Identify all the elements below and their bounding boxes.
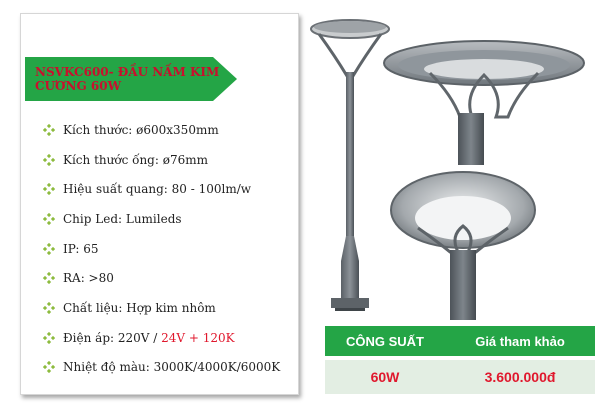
- diamond-bullet-icon: [43, 243, 55, 255]
- product-title: NSVKC600- ĐẦU NẤM KIM CƯƠNG 60W: [35, 65, 220, 93]
- spec-item-chip: [43, 204, 298, 234]
- lamp-head-below-image: [388, 170, 538, 322]
- spec-label: Kích thước ống: ø76mm: [63, 152, 208, 167]
- price-table-header: [325, 326, 595, 356]
- spec-label: [63, 331, 235, 345]
- spec-label: Kích thước: ø600x350mm: [63, 122, 219, 137]
- diamond-bullet-icon: [43, 124, 55, 136]
- spec-item-voltage: [43, 323, 298, 353]
- header-reference-price: Giá tham khảo: [475, 333, 565, 349]
- spec-label: Chip Led: Lumileds: [63, 211, 182, 226]
- diamond-bullet-icon: [43, 154, 55, 166]
- spec-item-ra: [43, 263, 298, 293]
- power-value: 60W: [370, 369, 400, 385]
- diamond-bullet-icon: [43, 183, 55, 195]
- spec-label: RA: >80: [63, 271, 114, 286]
- spec-item-tube-size: [43, 145, 298, 175]
- spec-item-ip: [43, 234, 298, 264]
- price-table: [325, 326, 595, 394]
- header-power: CÔNG SUẤT: [346, 333, 424, 349]
- diamond-bullet-icon: [43, 332, 55, 344]
- spec-label: Nhiệt độ màu: 3000K/4000K/6000K: [63, 360, 281, 375]
- spec-item-material: [43, 293, 298, 323]
- price-value: 3.600.000đ: [484, 369, 556, 385]
- price-table-row: [325, 360, 595, 394]
- diamond-bullet-icon: [43, 361, 55, 373]
- spec-item-efficiency: [43, 174, 298, 204]
- spec-item-size: [43, 115, 298, 145]
- spec-item-color-temp: [43, 353, 298, 383]
- spec-label: Chất liệu: Hợp kim nhôm: [63, 300, 216, 315]
- spec-label: Hiệu suất quang: 80 - 100lm/w: [63, 182, 252, 197]
- lamp-head-side-image: [380, 35, 590, 165]
- diamond-bullet-icon: [43, 272, 55, 284]
- spec-label-highlight: 24V + 120K: [161, 330, 235, 345]
- diamond-bullet-icon: [43, 302, 55, 314]
- spec-label-main: Điện áp: 220V /: [63, 330, 162, 345]
- title-banner: [25, 57, 237, 101]
- spec-card: [20, 13, 299, 395]
- diamond-bullet-icon: [43, 213, 55, 225]
- spec-list: [43, 115, 298, 382]
- spec-label: IP: 65: [63, 241, 99, 256]
